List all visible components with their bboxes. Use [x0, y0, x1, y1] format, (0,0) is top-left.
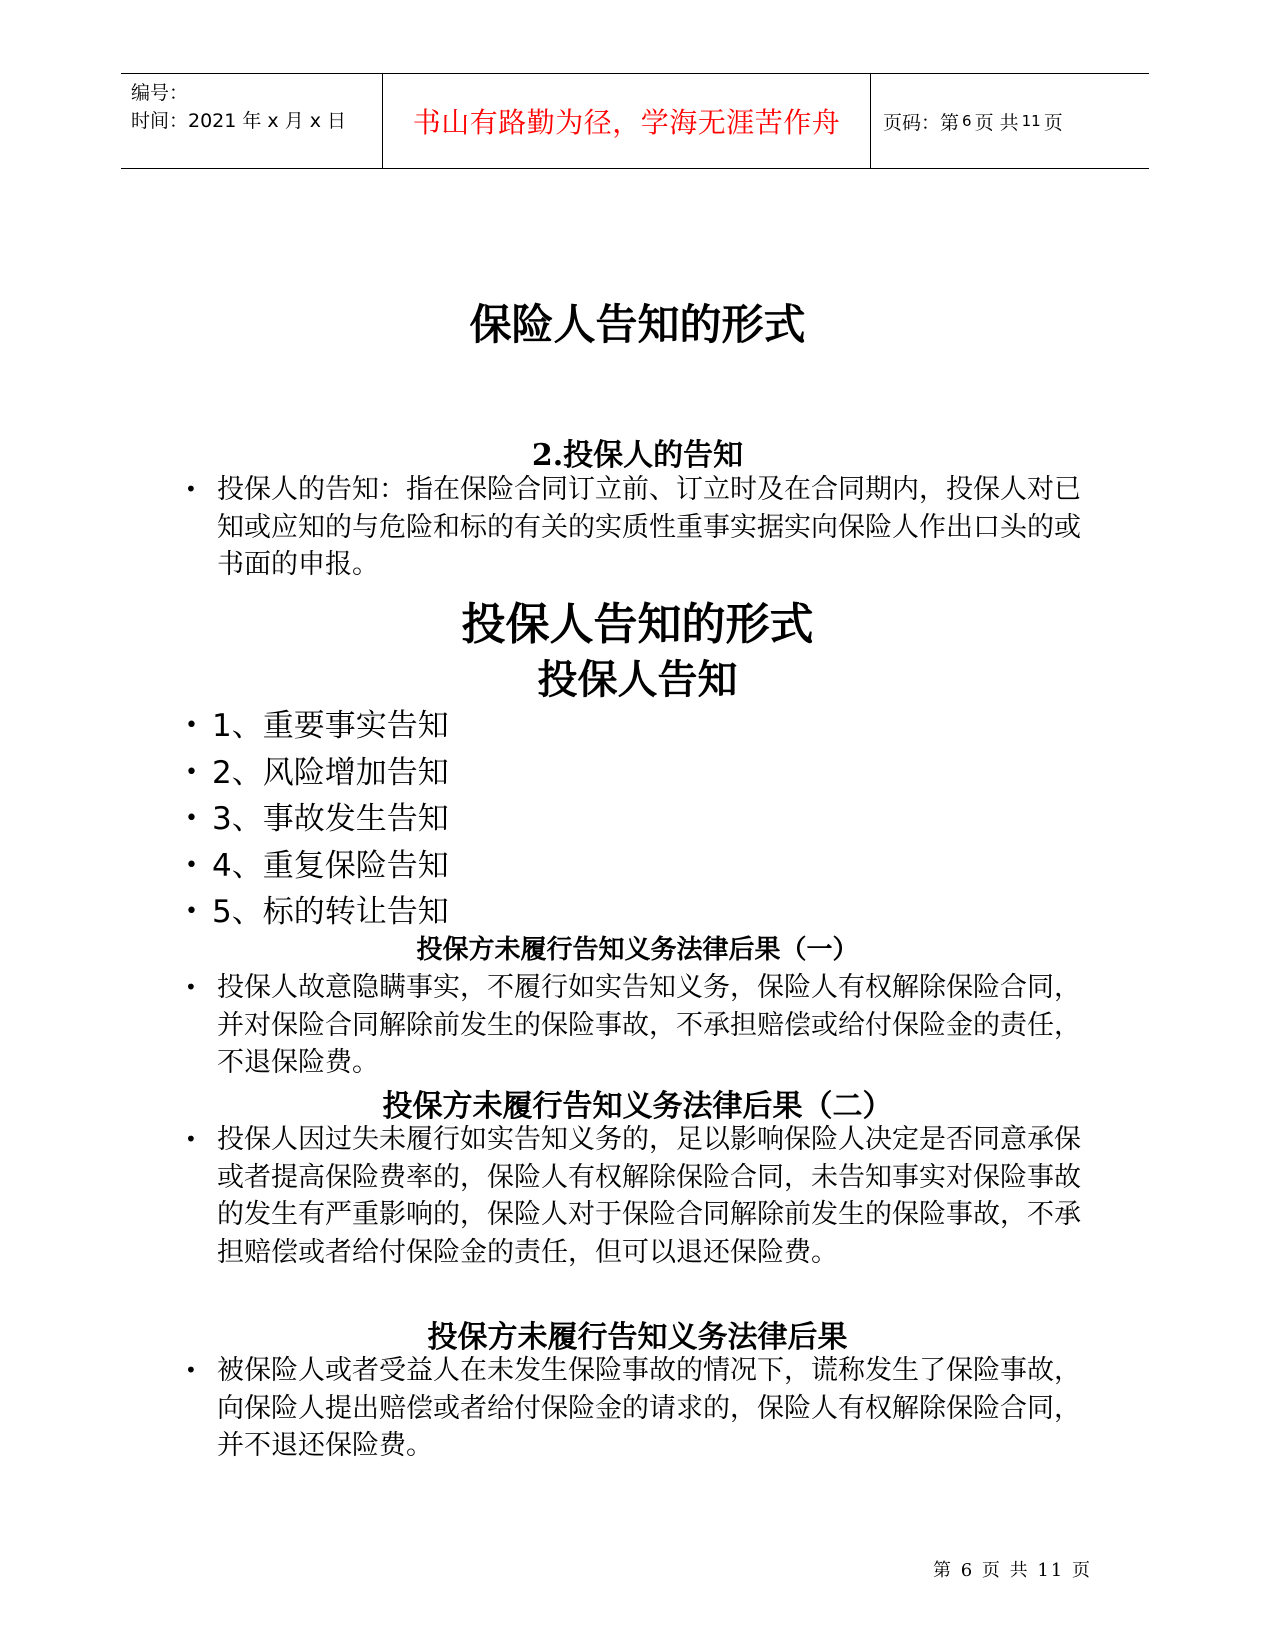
list-item	[185, 750, 449, 797]
list-item	[185, 796, 449, 843]
time-label: 时间：2021 年 x 月 x 日	[131, 110, 347, 132]
list-item	[185, 703, 449, 750]
section-heading-notice-forms: 投保人告知的形式	[461, 599, 814, 650]
page-title: 保险人告知的形式	[469, 300, 806, 349]
list-item-text: 、重要事实告知	[231, 708, 449, 744]
bullet-icon: •	[185, 806, 198, 831]
bullet-icon: •	[185, 1127, 197, 1151]
paragraph-text: 投保人的告知：指在保险合同订立前、订立时及在合同期内，投保人对已知或应知的与危险和标的有关的实质性重事实据实向保险人作出口头的或书面的申报。	[217, 474, 1081, 580]
list-item-text: 、风险增加告知	[231, 754, 449, 791]
section-subheading: 投保人告知	[537, 656, 738, 703]
list-item-text: 、标的转让告知	[231, 894, 449, 930]
header-page-number	[871, 74, 1149, 168]
bullet-icon: •	[185, 1358, 197, 1382]
page-mid: 页 共	[974, 111, 1019, 134]
page-prefix: 页码：第	[883, 111, 960, 134]
section-heading-consequences-2: 投保方未履行告知义务法律后果（二）	[382, 1089, 893, 1124]
paragraph-text: 被保险人或者受益人在未发生保险事故的情况下，谎称发生了保险事故，向保险人提出赔偿或者给付保险金的请求的，保险人有权解除保险合同，并不退还保险费。	[217, 1355, 1081, 1461]
list-item-number: 1	[212, 708, 232, 744]
bullet-icon: •	[185, 852, 198, 878]
page-header	[121, 73, 1149, 169]
section-heading-policyholder-notice: 2.投保人的告知	[531, 438, 744, 473]
list-item-text: 、重复保险告知	[231, 847, 449, 884]
header-motto: 书山有路勤为径，学海无涯苦作舟	[383, 74, 871, 168]
paragraph-text: 投保人故意隐瞒事实，不履行如实告知义务，保险人有权解除保险合同，并对保险合同解除前发生的保险事故，不承担赔偿或给付保险金的责任，不退保险费。	[217, 972, 1081, 1078]
page-current: 6	[962, 112, 972, 130]
page-suffix: 页	[1043, 111, 1063, 134]
bullet-paragraph	[185, 969, 1090, 1082]
bullet-paragraph	[185, 471, 1090, 584]
section-heading-consequences-3: 投保方未履行告知义务法律后果	[427, 1320, 848, 1355]
bullet-icon: •	[185, 899, 198, 924]
list-item-number: 5	[212, 894, 232, 930]
page-total: 11	[1021, 112, 1041, 130]
bullet-paragraph	[185, 1352, 1090, 1465]
list-item-number: 3	[212, 801, 232, 837]
bullet-icon: •	[185, 759, 198, 785]
bullet-icon: •	[185, 713, 198, 738]
list-item-number: 2	[212, 754, 232, 791]
list-item-number: 4	[212, 847, 232, 884]
page-footer: 第 6 页 共 11 页	[933, 1560, 1092, 1581]
notice-list	[185, 703, 449, 936]
bullet-paragraph	[185, 1121, 1090, 1271]
list-item-text: 、事故发生告知	[231, 801, 449, 837]
paragraph-text: 投保人因过失未履行如实告知义务的，足以影响保险人决定是否同意承保或者提高保险费率的，保险人有权解除保险合同，未告知事实对保险事故的发生有严重影响的，保险人对于保险合同解除前发生的保险事故，不承担赔偿或者给付保险金的责任，但可以退还保险费。	[217, 1124, 1081, 1268]
header-meta	[121, 74, 383, 168]
section-heading-consequences-1: 投保方未履行告知义务法律后果（一）	[416, 935, 859, 965]
bullet-icon: •	[185, 477, 197, 501]
serial-label: 编号：	[131, 82, 189, 104]
bullet-icon: •	[185, 975, 197, 999]
list-item	[185, 843, 449, 890]
